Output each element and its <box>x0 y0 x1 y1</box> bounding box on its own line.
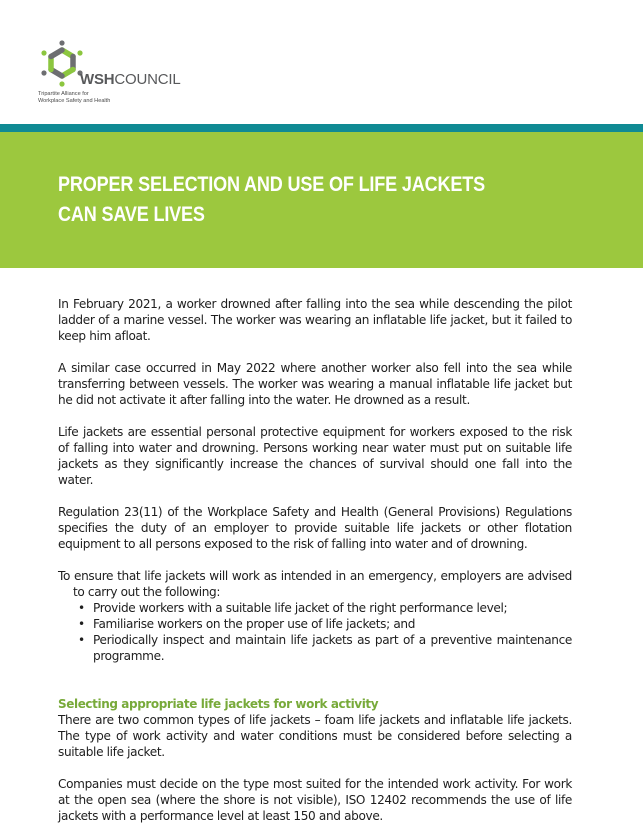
page-title-line2: CAN SAVE LIVES <box>58 203 205 226</box>
page-title <box>58 170 485 230</box>
list-item-text: Provide workers with a suitable life jacket of the right performance level; <box>93 601 508 615</box>
advice-intro: To ensure that life jackets will work as intended in an emergency, employers are advised to carry out the following: <box>58 569 572 599</box>
list-item <box>78 600 572 616</box>
paragraph-importance: Life jackets are essential personal protective equipment for workers exposed to the risk of falling into water and drowning. Persons working near water must put on suitable life jackets as they significantly increase the chances of survival should one fall into the water. <box>58 425 572 487</box>
wsh-council-logo <box>38 40 198 115</box>
paragraph-performance-level: Companies must decide on the type most suited for the intended work activity. For work at the open sea (where the shore is not visible), ISO 12402 recommends the use of life jackets with a performance level at least 150 and above. <box>58 777 572 823</box>
list-item-text: Periodically inspect and maintain life jackets as part of a preventive maintenance programme. <box>93 633 572 663</box>
paragraph-jacket-types: There are two common types of life jackets – foam life jackets and inflatable life jackets. The type of work activity and water conditions must be considered before selecting a suitable life jacket. <box>58 713 572 759</box>
document-body <box>58 296 572 840</box>
title-banner <box>0 132 643 268</box>
bullet-icon: • <box>78 601 85 615</box>
logo-wordmark <box>80 71 181 88</box>
page-title-line1: PROPER SELECTION AND USE OF LIFE JACKETS <box>58 173 485 196</box>
advice-list <box>58 600 572 664</box>
paragraph-incident-2022: A similar case occurred in May 2022 where another worker also fell into the sea while transferring between vessels. The worker was wearing a manual inflatable life jacket but he did not activate it after falling into the water. He drowned as a result. <box>58 361 572 407</box>
paragraph-regulation: Regulation 23(11) of the Workplace Safety and Health (General Provisions) Regulations specifies the duty of an employer to provide suitable life jackets or other flotation equipment to all persons exposed to the risk of falling into water and of drowning. <box>58 505 572 551</box>
header-accent-band <box>0 124 643 132</box>
wsh-council-hexagon-logo-icon <box>38 40 86 90</box>
logo-tagline-line2: Workplace Safety and Health <box>38 97 111 104</box>
paragraph-incident-2021: In February 2021, a worker drowned after falling into the sea while descending the pilot ladder of a marine vessel. The worker was wearing an inflatable life jacket, but it failed to keep him afloat. <box>58 297 572 343</box>
logo-tagline-line1: Tripartite Alliance for <box>38 91 89 97</box>
logo-wordmark-regular: COUNCIL <box>114 71 181 88</box>
bullet-icon: • <box>78 617 85 631</box>
logo-tagline <box>38 91 110 104</box>
section-heading: Selecting appropriate life jackets for work activity <box>58 697 379 711</box>
bullet-icon: • <box>78 633 85 647</box>
list-item <box>78 632 572 664</box>
list-item <box>78 616 572 632</box>
logo-wordmark-bold: WSH <box>80 71 115 88</box>
list-item-text: Familiarise workers on the proper use of life jackets; and <box>93 617 416 631</box>
